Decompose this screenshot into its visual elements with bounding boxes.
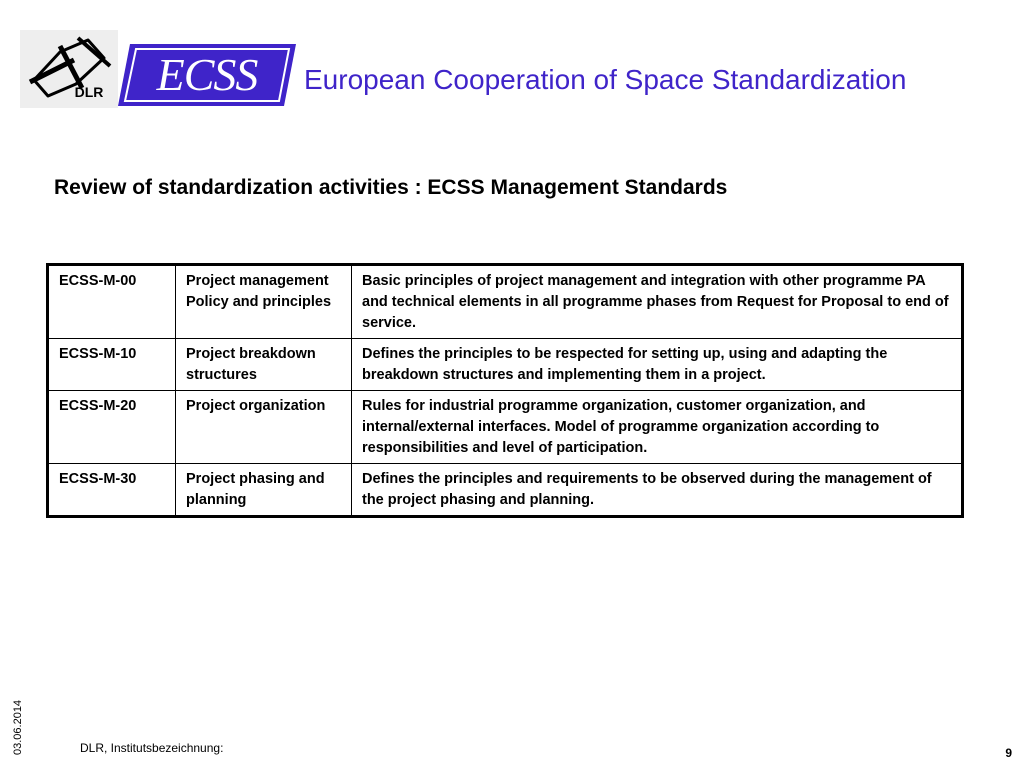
standard-code: ECSS-M-10	[48, 339, 176, 391]
standard-code: ECSS-M-20	[48, 391, 176, 464]
footer-institute: DLR, Institutsbezeichnung:	[80, 741, 224, 755]
footer-date: 03.06.2014	[12, 699, 24, 755]
standard-title: Project organization	[176, 391, 352, 464]
slide-title: Review of standardization activities : ECSS Management Standards	[54, 176, 728, 199]
table-row	[48, 265, 963, 339]
table-row	[48, 391, 963, 464]
header-title: European Cooperation of Space Standardization	[304, 64, 907, 95]
standard-description: Basic principles of project management and integration with other programme PA and technical elements in all programme phases from Request for Proposal to end of service.	[352, 265, 963, 339]
standard-code: ECSS-M-00	[48, 265, 176, 339]
dlr-logo	[20, 30, 118, 108]
dlr-logo-text: DLR	[74, 84, 104, 100]
standard-title: Project phasing and planning	[176, 464, 352, 517]
table-row	[48, 339, 963, 391]
standard-description: Defines the principles and requirements to be observed during the management of the project phasing and planning.	[352, 464, 963, 517]
ecss-logo-text: ECSS	[156, 49, 258, 100]
standards-table	[46, 263, 964, 518]
page-number: 9	[1005, 746, 1012, 760]
standard-title: Project management Policy and principles	[176, 265, 352, 339]
standard-code: ECSS-M-30	[48, 464, 176, 517]
ecss-logo	[118, 44, 296, 106]
table-row	[48, 464, 963, 517]
standard-title: Project breakdown structures	[176, 339, 352, 391]
standard-description: Defines the principles to be respected for setting up, using and adapting the breakdown structures and implementing them in a project.	[352, 339, 963, 391]
standard-description: Rules for industrial programme organization, customer organization, and internal/external interfaces. Model of programme organization according to responsibilities and level of participation.	[352, 391, 963, 464]
